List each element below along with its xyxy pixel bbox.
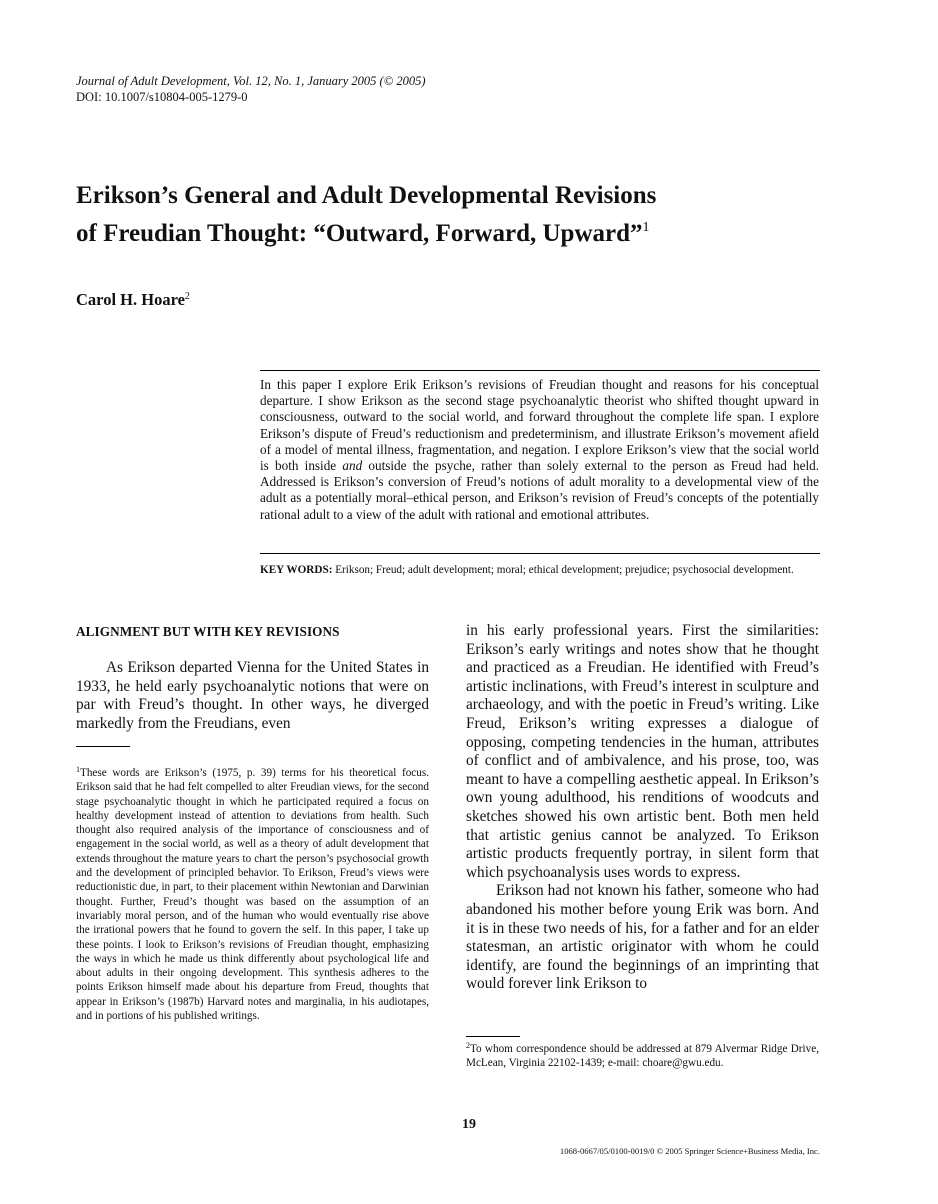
footnote-2-text: To whom correspondence should be addressed at 879 Alvermar Ridge Drive, McLean, Virginia 22102-1439; e-mail: choare@gwu.edu. [466,1043,819,1070]
author-text: Carol H. Hoare [76,290,185,309]
abstract [260,377,819,523]
left-column-body [76,659,429,733]
abstract-emphasis: and [342,458,363,474]
right-column-body [466,622,819,994]
author-name [76,290,190,310]
body-paragraph: As Erikson departed Vienna for the United States in 1933, he held early psychoanalytic notions that were on par with Freud’s thought. In other ways, he diverged markedly from the Freudians, even [76,659,429,732]
abstract-text-2: outside the psyche, rather than solely external to the person as Freud had held. Addressed is Erikson’s conversion of Freud’s notions of adult morality to a developmental view of the adult as a potentially moral–ethical person, and Erikson’s revision of Freud’s concepts of the potentially rational adult to a view of the adult with rational and emotional attributes. [260,458,820,522]
body-paragraph: in his early professional years. First the similarities: Erikson’s early writings and notes show that he thought and practiced as a Freudian. He identified with Freud’s artistic inclinations, with Freud’s interest in sculpture and archaeology, and with the poetic in Freud’s writing. Like Freud, Erikson’s writing expresses a dialogue of opposing, competing tendencies in the human, attributes of conflict and of ambivalence, and his prose, too, was meant to have a compelling aesthetic appeal. In Erikson’s own young adulthood, his renditions of woodcuts and sketches showed his own artistic bent. Both men held that artistic genius cannot be analyzed. To Erikson artistic products frequently portray, in silent form that which psychoanalysis uses words to express. [466,622,819,881]
footnote-2 [466,1039,819,1071]
keywords [260,563,819,577]
author-footnote-mark[interactable]: 2 [184,291,190,302]
section-heading: ALIGNMENT BUT WITH KEY REVISIONS [76,624,340,639]
footnote-1-text: These words are Erikson’s (1975, p. 39) terms for his theoretical focus. Erikson said that he had felt compelled to alter Freudian views, for the second stage psychoanalytic thought in which he participated required a focus on healthy development instead of attention to deviations from health. Such thought also required analysis of the importance of consciousness and of engagement in the social world, as well as a theory of adult development that extends throughout the mature years to chart the person’s psychosocial growth and the development of principled behavior. To Erikson, Freud’s views were reductionistic due, in part, to their placement within Newtonian and Darwinian thought. Further, Freud’s thought was based on the assumption of an invariably moral person, and of the human who would eventually rise above the irrational powers that he found to govern the self. In this paper, I take up these points. I look to Erikson’s revisions of Freudian thought, emphasizing the ways in which he made us think differently about psychological life and about adults in their ongoing development. This synthesis adheres to the points Erikson himself made about his departure from Freud, thoughts that appear in Erikson’s (1987b) Harvard notes and marginalia, in his audiotapes, and in portions of his published writings. [76,767,429,1023]
keywords-list: Erikson; Freud; adult development; moral; ethical development; prejudice; psychosocial development. [335,564,794,576]
title-line-2: of Freudian Thought: “Outward, Forward, Upward” [76,220,643,247]
footnote-1 [76,763,429,1023]
doi: DOI: 10.1007/s10804-005-1279-0 [76,90,248,104]
footnote-rule-left [76,746,130,747]
article-title [76,180,836,250]
journal-citation: Journal of Adult Development, Vol. 12, No. 1, January 2005 (© 2005) [76,74,426,88]
copyright-line: 1068-0667/05/0100-0019/0 © 2005 Springer Science+Business Media, Inc. [559,1146,820,1156]
body-paragraph: Erikson had not known his father, someone who had abandoned his mother before young Erik was born. And it is in these two needs of his, for a father and for an elder statesman, an artistic originator with whom he could identify, are found the beginnings of an imprinting that would forever link Erikson to [466,882,819,993]
footnote-2-mark: 2 [466,1041,470,1050]
footnote-rule-right [466,1036,520,1037]
abstract-text-1: In this paper I explore Erik Erikson’s revisions of Freudian thought and reasons for his conceptual departure. I show Erikson as the second stage psychoanalytic theorist who shifted thought upward in consciousness, outward to the social world, and forward throughout the complete life span. I explore Erikson’s dispute of Freud’s reductionism and predeterminism, and illustrate Erikson’s movement afield of a model of mental illness, fragmentation, and negation. I explore Erikson’s view that the social world is both inside [260,377,819,474]
abstract-top-rule [260,370,820,371]
footnote-1-mark: 1 [76,765,80,774]
page-number: 19 [462,1117,476,1132]
keywords-label: KEY WORDS: [260,564,333,576]
title-line-1: Erikson’s General and Adult Developmental Revisions [76,182,657,209]
abstract-bottom-rule [260,553,820,554]
title-footnote-mark[interactable]: 1 [642,220,650,235]
